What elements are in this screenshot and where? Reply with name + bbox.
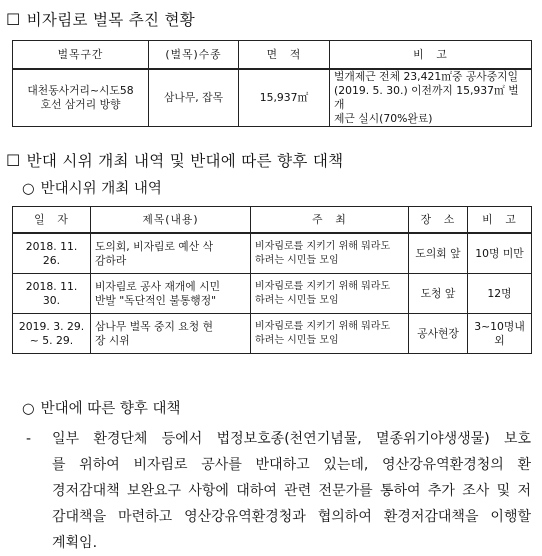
cell-line: 하려는 시민들 모임 <box>255 334 339 346</box>
table-row <box>13 314 532 354</box>
cell-line: 비자림로를 지키기 위해 뭐라도 <box>255 240 391 252</box>
cell-line: 하려는 시민들 모임 <box>255 254 339 266</box>
cell-line: ~ 5. 29. <box>29 333 74 347</box>
header-section: 벌목구간 <box>13 41 149 70</box>
cell-line: 2019. 3. 29. <box>18 319 85 333</box>
protest-history-table <box>12 206 532 354</box>
cell-note: 12명 <box>468 274 532 314</box>
cell-section <box>13 69 149 127</box>
sub2-title: 반대에 따른 향후 대책 <box>40 401 181 417</box>
countermeasure-paragraph <box>26 426 531 556</box>
cell-line: 대천동사거리~시도58 <box>27 84 134 97</box>
cell-area: 15,937㎡ <box>239 69 330 127</box>
table-row <box>13 233 532 274</box>
cell-note: 3~10명내외 <box>468 314 532 354</box>
sub2-heading <box>22 397 181 418</box>
cell-line: (2019. 5. 30.) 이전까지 15,937㎡ 벌개 <box>334 84 519 111</box>
header-species: (벌목)수종 <box>149 41 239 70</box>
checkbox-icon: ☐ <box>6 151 21 170</box>
table-row <box>13 69 532 127</box>
logging-status-table <box>12 40 532 127</box>
paragraph-line: 감대책을 마련하고 영산강유역환경청과 협의하여 환경저감대책을 이행할 <box>52 509 531 525</box>
section2-title: 반대 시위 개최 내역 및 반대에 따른 향후 대책 <box>26 152 344 170</box>
cell-remark <box>330 69 532 127</box>
cell-place: 도의회 앞 <box>409 233 468 274</box>
paragraph-line: 계획임. <box>52 535 98 551</box>
header-host: 주 최 <box>251 207 409 234</box>
checkbox-icon: ☐ <box>6 10 21 29</box>
cell-line: 삼나무 벌목 중지 요청 현 <box>95 319 214 333</box>
cell-line: 비자림로 공사 재개에 시민 <box>95 279 221 293</box>
cell-line: 벌개제근 전체 23,421㎡중 공사중지일 <box>334 70 519 83</box>
cell-line: 감하라 <box>95 253 127 267</box>
cell-line: 도의회, 비자림로 예산 삭 <box>95 239 214 253</box>
header-note: 비 고 <box>468 207 532 234</box>
cell-note: 10명 미만 <box>468 233 532 274</box>
paragraph-line: 경저감대책 보완요구 사항에 대하여 관련 전문가를 통하여 추가 조사 및 저 <box>52 483 531 499</box>
cell-line: 제근 실시(70%완료) <box>334 112 433 125</box>
cell-line: 비자림로를 지키기 위해 뭐라도 <box>255 280 391 292</box>
header-date: 일 자 <box>13 207 91 234</box>
cell-line: 하려는 시민들 모임 <box>255 294 339 306</box>
cell-line: 호선 삼거리 방향 <box>40 98 121 111</box>
paragraph-line: 를 위하여 비자림로 공사를 반대하고 있는데, 영산강유역환경청의 환 <box>52 457 531 473</box>
dash-bullet: - <box>26 431 32 447</box>
sub1-heading <box>22 177 162 198</box>
cell-title <box>91 314 251 354</box>
cell-line: 비자림로를 지키기 위해 뭐라도 <box>255 320 391 332</box>
header-remark: 비 고 <box>330 41 532 70</box>
cell-date <box>13 314 91 354</box>
cell-place: 공사현장 <box>409 314 468 354</box>
cell-host <box>251 274 409 314</box>
circle-bullet-icon: ○ <box>22 401 35 417</box>
cell-host <box>251 233 409 274</box>
section1-heading <box>6 8 195 30</box>
header-area: 면 적 <box>239 41 330 70</box>
header-title: 제목(내용) <box>91 207 251 234</box>
cell-line: 2018. 11. 30. <box>25 279 78 307</box>
cell-species: 삼나무, 잡목 <box>149 69 239 127</box>
section2-heading <box>6 149 343 171</box>
cell-line: 장 시위 <box>95 333 130 347</box>
section1-title: 비자림로 벌목 추진 현황 <box>26 11 196 29</box>
sub1-title: 반대시위 개최 내역 <box>40 181 162 197</box>
paragraph-line: 일부 환경단체 등에서 법정보호종(천연기념물, 멸종위기야생생물) 보호 <box>52 431 531 447</box>
table-header-row <box>13 41 532 70</box>
cell-date <box>13 274 91 314</box>
cell-place: 도청 앞 <box>409 274 468 314</box>
cell-line: 2018. 11. 26. <box>25 239 78 267</box>
table-row <box>13 274 532 314</box>
header-place: 장 소 <box>409 207 468 234</box>
cell-title <box>91 274 251 314</box>
table-header-row <box>13 207 532 234</box>
circle-bullet-icon: ○ <box>22 181 35 197</box>
cell-host <box>251 314 409 354</box>
cell-line: 반발 "독단적인 불통행정" <box>95 293 217 307</box>
cell-title <box>91 233 251 274</box>
cell-date <box>13 233 91 274</box>
